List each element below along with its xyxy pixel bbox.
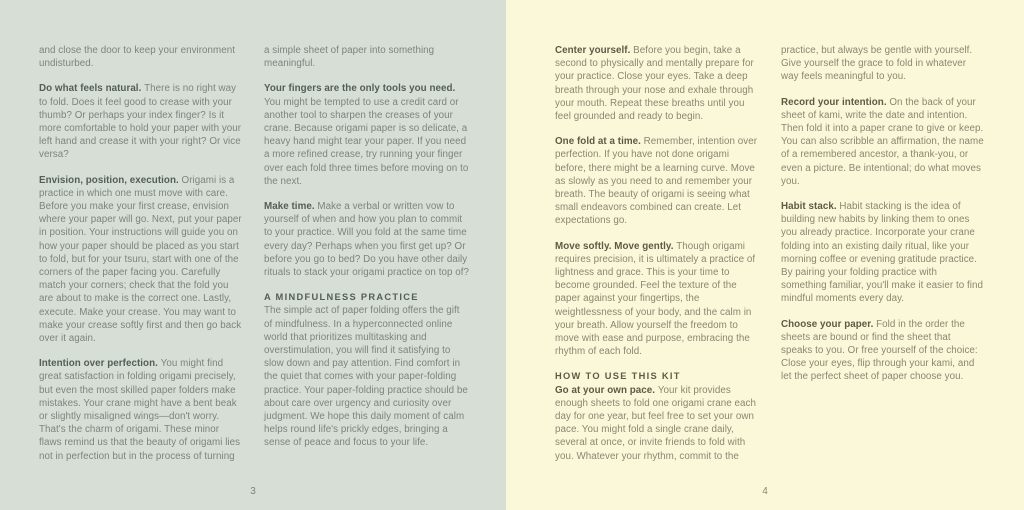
paragraph-text: On the back of your sheet of kami, write the date and intention. Then fold it into a paper crane to give or keep. You can also scribble an affirmation, the name of a remembered ancestor, a thank-you, or even a picture. Be intentional; do what moves you. xyxy=(781,96,984,187)
paragraph xyxy=(264,44,469,70)
paragraph xyxy=(555,44,758,123)
paragraph xyxy=(39,357,244,463)
paragraph-lead-in: Envision, position, execution. xyxy=(39,174,182,186)
paragraph-lead-in: Move softly. Move gently. xyxy=(555,240,677,252)
paragraph-text: Origami is a practice in which one must move with care. Before you make your first crease, envision where your paper will go. Next, put your paper in position. Your instructions will guide you on how your paper should be placed as you start to fold, but for your tsuru, start with one of the corners of the paper facing you. Carefully match your corners; check that the fold you are about to make is the correct one. Lastly, execute. Make your crease. You may want to make your crease softly first and then go back over it again. xyxy=(39,174,242,345)
text-column xyxy=(39,44,244,463)
paragraph-text: Your kit provides enough sheets to fold one origami crane each day for one year, but feel free to set your own pace. You might fold a single crane daily, several at once, or invite friends to fold with you. Whatever your rhythm, commit to the xyxy=(555,384,756,462)
paragraph-lead-in: Habit stack. xyxy=(781,201,840,213)
paragraph-lead-in: Intention over perfection. xyxy=(39,358,161,370)
paragraph-lead-in: Do what feels natural. xyxy=(39,83,145,95)
paragraph-text: and close the door to keep your environment undisturbed. xyxy=(39,45,236,70)
paragraph xyxy=(781,200,984,306)
page-4 xyxy=(506,0,1024,510)
paragraph-text: Remember, intention over perfection. If you have not done origami before, there might be a learning curve. Move as slowly as you need to and remember your breath. The beauty of origami is seeing what small endeavors combined can create. Let expectations go. xyxy=(555,136,758,227)
paragraph xyxy=(555,370,758,462)
paragraph xyxy=(555,240,758,359)
paragraph xyxy=(555,135,758,227)
paragraph-lead-in: Record your intention. xyxy=(781,96,890,108)
paragraph-text: There is no right way to fold. Does it feel good to crease with your thumb? Or perhaps your index finger? Is it more comfortable to hold your paper with your left hand and crease it with your right? Or vice versa? xyxy=(39,83,242,161)
paragraph-text: Though origami requires precision, it is ultimately a practice of lightness and grace. This is your time to become grounded. Feel the texture of the paper against your fingertips, the weightlessness of your body, and the calm in your breath. Allow yourself the freedom to move with ease and purpose, embracing the rhythm of each fold. xyxy=(555,240,756,358)
paragraph-text: Before you begin, take a second to physically and mentally prepare for your practice. Close your eyes. Take a deep breath through your nose and exhale through your mouth. Repeat these breaths until you feel grounded and ready to begin. xyxy=(555,45,754,123)
paragraph-text: a simple sheet of paper into something meaningful. xyxy=(264,45,435,70)
paragraph xyxy=(264,82,469,188)
paragraph xyxy=(39,44,244,70)
paragraph-lead-in: Your fingers are the only tools you need. xyxy=(264,83,456,95)
text-column xyxy=(264,44,469,450)
paragraph-text: You might find great satisfaction in folding origami precisely, but even the most skilled paper folders make mistakes. Your crane might have a bent beak or slightly misaligned wings—don't worry. That's the charm of origami. These minor flaws remind us that the beauty of origami lies not in perfection but in the process of turning xyxy=(39,358,241,462)
paragraph xyxy=(39,174,244,346)
paragraph xyxy=(39,82,244,161)
page-number: 4 xyxy=(762,486,768,497)
paragraph xyxy=(264,291,469,449)
paragraph xyxy=(781,96,984,188)
paragraph-lead-in: Choose your paper. xyxy=(781,318,877,330)
paragraph-lead-in: Make time. xyxy=(264,201,318,213)
paragraph-text: Make a verbal or written vow to yourself of when and how you plan to commit to your practice. Will you fold at the same time every day? Perhaps when you first get up? Or before you go to bed? Do you have other daily rituals to stack your origami practice on top of? xyxy=(264,201,470,279)
text-column xyxy=(555,44,758,463)
paragraph-lead-in: Go at your own pace. xyxy=(555,384,658,396)
page-3 xyxy=(0,0,506,510)
text-column xyxy=(781,44,984,384)
paragraph-lead-in: Center yourself. xyxy=(555,45,634,56)
page-number: 3 xyxy=(250,486,256,497)
paragraph-text: practice, but always be gentle with yourself. Give yourself the grace to fold in whatever way feels meaningful to you. xyxy=(781,45,973,83)
paragraph xyxy=(781,318,984,384)
paragraph-text: Fold in the order the sheets are bound or find the sheet that speaks to you. Or free yourself of the choice: Close your eyes, flip through your kami, and let the perfect sheet of paper choose you. xyxy=(781,318,978,383)
paragraph xyxy=(781,44,984,84)
paragraph-text: Habit stacking is the idea of building new habits by linking them to ones you already practice. Incorporate your crane folding into an existing daily ritual, like your morning coffee or evening gratitude practice. By pairing your folding practice with something familiar, you'll make it easier to find mindful moments every day. xyxy=(781,201,983,305)
section-heading: A MINDFULNESS PRACTICE xyxy=(264,292,419,303)
paragraph-text: You might be tempted to use a credit card or another tool to sharpen the creases of your crane. Because origami paper is so delicate, a heavy hand might tear your paper. If you need a more refined crease, try running your finger over each fold three times before moving on to the next. xyxy=(264,96,469,187)
paragraph-text: The simple act of paper folding offers the gift of mindfulness. In a hyperconnected online world that prioritizes multitasking and overstimulation, you will find it satisfying to slow down and pay attention. Find comfort in the quiet that comes with your paper-folding practice. Your paper-folding practice should be about care over urgency and curiosity over judgment. We hope this daily moment of calm helps round life's prickly edges, bringing a sense of peace and focus to your life. xyxy=(264,305,468,449)
paragraph-lead-in: One fold at a time. xyxy=(555,136,644,148)
paragraph xyxy=(264,200,469,279)
section-heading: HOW TO USE THIS KIT xyxy=(555,371,681,382)
